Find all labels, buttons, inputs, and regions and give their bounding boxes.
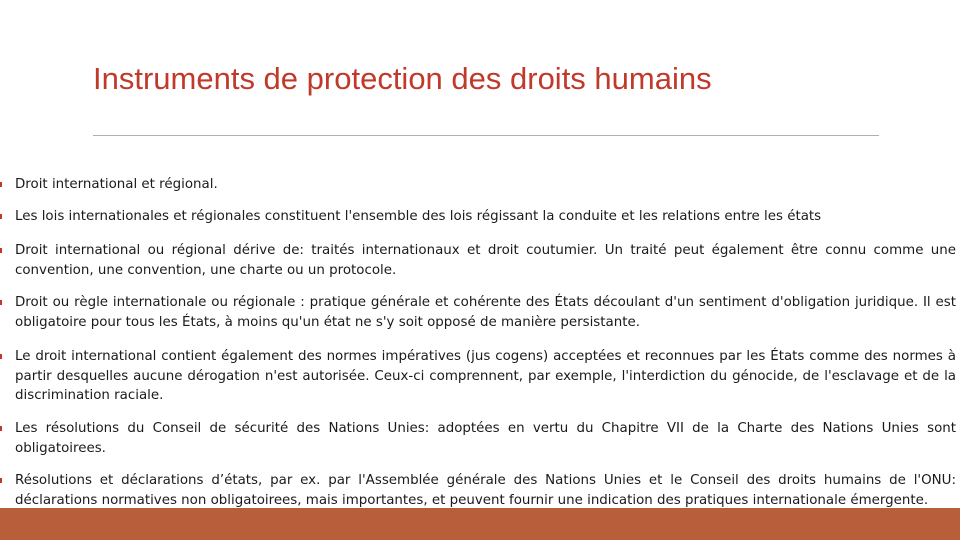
- bullet-item: [15, 241, 956, 280]
- bullet-item: [15, 419, 956, 458]
- bullet-text: Les lois internationales et régionales constituent l'ensemble des lois régissant la conduite et les relations entre les états: [15, 209, 822, 224]
- bullet-text: Droit international et régional.: [15, 177, 218, 192]
- bullet-text: Droit international ou régional dérive de: traités internationaux et droit coutumier. Un traité peut également être connu comme une convention, une convention, une charte ou un protocole.: [15, 243, 956, 278]
- bullet-text: Les résolutions du Conseil de sécurité des Nations Unies: adoptées en vertu du Chapitre VII de la Charte des Nations Unies sont obligatoirees.: [15, 421, 956, 456]
- bullet-marker: [0, 214, 2, 219]
- bullet-item: [15, 293, 956, 332]
- bullet-marker: [0, 426, 2, 431]
- bullet-marker: [0, 182, 2, 187]
- bullet-item: [15, 207, 956, 227]
- bullet-marker: [0, 248, 2, 253]
- bullet-item: [15, 471, 956, 510]
- bullet-item: [15, 175, 956, 195]
- bullet-text: Résolutions et déclarations d’états, par ex. par l'Assemblée générale des Nations Unies et le Conseil des droits humains de l'ONU: déclarations normatives non obligatoirees, mais importantes, et peuvent fournir une indication des pratiques internationale émergente.: [15, 473, 956, 508]
- slide-title: Instruments de protection des droits humains: [93, 61, 712, 96]
- bullet-marker: [0, 354, 2, 359]
- bullet-text: Le droit international contient également des normes impératives (jus cogens) acceptées et reconnues par les États comme des normes à partir desquelles aucune dérogation n'est autorisée. Ceux-ci comprennent, par exemple, l'interdiction du génocide, de l'esclavage et de la discrimination raciale.: [15, 349, 956, 404]
- bullet-marker: [0, 478, 2, 483]
- bullet-item: [15, 347, 956, 406]
- bullet-marker: [0, 300, 2, 305]
- bullet-text: Droit ou règle internationale ou régionale : pratique générale et cohérente des États découlant d'un sentiment d'obligation juridique. Il est obligatoire pour tous les États, à moins qu'un état ne s'y soit opposé de manière persistante.: [15, 295, 956, 330]
- footer-band: [0, 508, 960, 540]
